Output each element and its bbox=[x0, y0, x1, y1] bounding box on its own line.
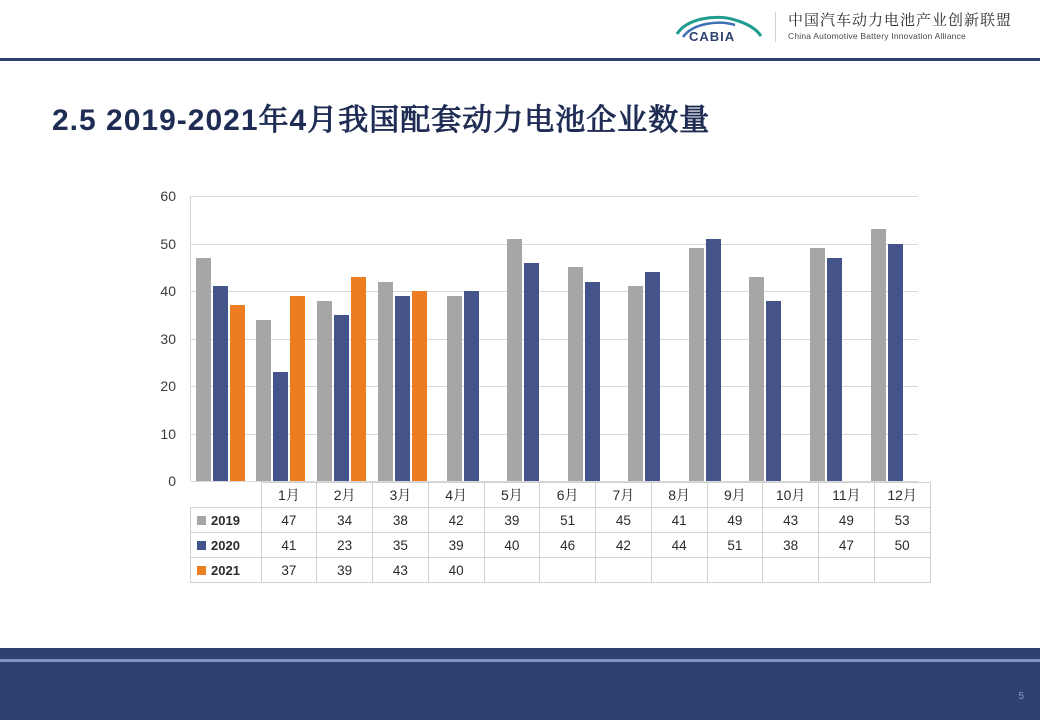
header-divider bbox=[0, 58, 1040, 61]
x-axis-tick-label: 11月 bbox=[819, 483, 875, 508]
table-cell: 42 bbox=[596, 533, 652, 558]
bar-2019-4月 bbox=[378, 282, 393, 482]
legend-swatch-icon bbox=[197, 541, 206, 550]
table-cell bbox=[540, 558, 596, 583]
bar-2020-2月 bbox=[273, 372, 288, 481]
table-cell bbox=[874, 558, 930, 583]
bar-2020-7月 bbox=[585, 282, 600, 482]
table-cell: 39 bbox=[428, 533, 484, 558]
legend-entry-2019 bbox=[191, 508, 262, 533]
table-cell: 37 bbox=[261, 558, 317, 583]
table-cell: 41 bbox=[261, 533, 317, 558]
table-cell: 51 bbox=[540, 508, 596, 533]
chart-data-table bbox=[190, 482, 931, 583]
bar-group bbox=[493, 196, 554, 481]
bar-group bbox=[796, 196, 857, 481]
table-cell: 53 bbox=[874, 508, 930, 533]
table-cell: 41 bbox=[651, 508, 707, 533]
org-name-cn: 中国汽车动力电池产业创新联盟 bbox=[787, 12, 1012, 30]
page-title: 2.5 2019-2021年4月我国配套动力电池企业数量 bbox=[52, 104, 711, 137]
bar-2021-1月 bbox=[230, 305, 245, 481]
svg-text:CABIA: CABIA bbox=[688, 29, 736, 44]
table-row bbox=[191, 508, 931, 533]
table-cell: 46 bbox=[540, 533, 596, 558]
table-cell bbox=[819, 558, 875, 583]
table-cell: 35 bbox=[373, 533, 429, 558]
table-cell bbox=[707, 558, 763, 583]
bar-2019-2月 bbox=[256, 320, 271, 482]
table-cell: 39 bbox=[317, 558, 373, 583]
bar-2020-11月 bbox=[827, 258, 842, 481]
bar-2019-3月 bbox=[317, 301, 332, 482]
table-cell: 45 bbox=[596, 508, 652, 533]
bar-group bbox=[372, 196, 433, 481]
x-axis-tick-label: 8月 bbox=[651, 483, 707, 508]
table-cell: 47 bbox=[261, 508, 317, 533]
table-corner-cell bbox=[191, 483, 262, 508]
brand-text bbox=[775, 12, 1012, 41]
y-axis-tick-label: 10 bbox=[160, 425, 176, 442]
org-name-en: China Automotive Battery Innovation Alliance bbox=[787, 31, 966, 42]
bar-2019-10月 bbox=[749, 277, 764, 481]
y-axis-tick-label: 20 bbox=[160, 378, 176, 394]
legend-label: 2021 bbox=[211, 562, 240, 578]
y-axis-tick-label: 40 bbox=[160, 283, 176, 299]
bar-2019-5月 bbox=[447, 296, 462, 481]
legend-swatch-icon bbox=[197, 516, 206, 525]
bar-2019-1月 bbox=[196, 258, 211, 481]
bar-2019-9月 bbox=[689, 248, 704, 481]
bar-2021-2月 bbox=[290, 296, 305, 481]
bar-group bbox=[190, 196, 251, 481]
footer-accent-line bbox=[0, 659, 1040, 662]
table-cell: 49 bbox=[819, 508, 875, 533]
table-cell: 38 bbox=[763, 533, 819, 558]
bar-2020-4月 bbox=[395, 296, 410, 481]
table-cell: 43 bbox=[373, 558, 429, 583]
table-cell: 38 bbox=[373, 508, 429, 533]
table-cell bbox=[596, 558, 652, 583]
bar-2020-10月 bbox=[766, 301, 781, 482]
bar-2020-12月 bbox=[888, 244, 903, 482]
x-axis-tick-label: 6月 bbox=[540, 483, 596, 508]
x-axis-tick-label: 4月 bbox=[428, 483, 484, 508]
table-cell: 23 bbox=[317, 533, 373, 558]
x-axis-tick-label: 1月 bbox=[261, 483, 317, 508]
table-row bbox=[191, 533, 931, 558]
cabia-car-logo-icon bbox=[673, 10, 765, 44]
bar-group bbox=[856, 196, 917, 481]
bar-2019-11月 bbox=[810, 248, 825, 481]
slide-header bbox=[0, 0, 1040, 58]
legend-label: 2019 bbox=[211, 512, 240, 528]
chart-container bbox=[130, 188, 920, 608]
bar-2019-7月 bbox=[568, 267, 583, 481]
table-row bbox=[191, 558, 931, 583]
brand-logo bbox=[673, 10, 1012, 44]
page-number: 5 bbox=[1018, 691, 1024, 702]
table-cell: 43 bbox=[763, 508, 819, 533]
bar-2019-12月 bbox=[871, 229, 886, 481]
table-cell: 50 bbox=[874, 533, 930, 558]
table-cell: 44 bbox=[651, 533, 707, 558]
x-axis-tick-label: 3月 bbox=[373, 483, 429, 508]
x-axis-tick-label: 7月 bbox=[596, 483, 652, 508]
y-axis-tick-label: 50 bbox=[160, 235, 176, 252]
bar-2019-8月 bbox=[628, 286, 643, 481]
legend-entry-2021 bbox=[191, 558, 262, 583]
bar-2020-6月 bbox=[524, 263, 539, 482]
bar-group bbox=[553, 196, 614, 481]
table-cell: 49 bbox=[707, 508, 763, 533]
table-cell: 42 bbox=[428, 508, 484, 533]
table-cell bbox=[763, 558, 819, 583]
bar-2019-6月 bbox=[507, 239, 522, 481]
table-cell: 39 bbox=[484, 508, 540, 533]
bar-2021-4月 bbox=[412, 291, 427, 481]
table-cell: 40 bbox=[428, 558, 484, 583]
table-row-months bbox=[191, 483, 931, 508]
bar-2020-9月 bbox=[706, 239, 721, 481]
x-axis-tick-label: 9月 bbox=[707, 483, 763, 508]
bar-2020-3月 bbox=[334, 315, 349, 481]
bar-2020-1月 bbox=[213, 286, 228, 481]
table-cell bbox=[651, 558, 707, 583]
table-cell: 34 bbox=[317, 508, 373, 533]
table-cell: 51 bbox=[707, 533, 763, 558]
bar-2020-8月 bbox=[645, 272, 660, 481]
bar-group bbox=[675, 196, 736, 481]
x-axis-tick-label: 5月 bbox=[484, 483, 540, 508]
y-axis-tick-label: 30 bbox=[160, 330, 176, 347]
table-cell: 47 bbox=[819, 533, 875, 558]
bar-group bbox=[432, 196, 493, 481]
bar-group bbox=[251, 196, 312, 481]
y-axis-tick-label: 0 bbox=[168, 473, 176, 489]
table-cell bbox=[484, 558, 540, 583]
x-axis-tick-label: 12月 bbox=[874, 483, 930, 508]
bar-2020-5月 bbox=[464, 291, 479, 481]
bar-group bbox=[311, 196, 372, 481]
bar-group bbox=[614, 196, 675, 481]
bar-group bbox=[735, 196, 796, 481]
chart-bars bbox=[190, 196, 917, 481]
legend-swatch-icon bbox=[197, 566, 206, 575]
legend-entry-2020 bbox=[191, 533, 262, 558]
x-axis-tick-label: 2月 bbox=[317, 483, 373, 508]
legend-label: 2020 bbox=[211, 537, 240, 553]
x-axis-tick-label: 10月 bbox=[763, 483, 819, 508]
table-cell: 40 bbox=[484, 533, 540, 558]
bar-2021-3月 bbox=[351, 277, 366, 481]
y-axis-tick-label: 60 bbox=[160, 188, 176, 204]
